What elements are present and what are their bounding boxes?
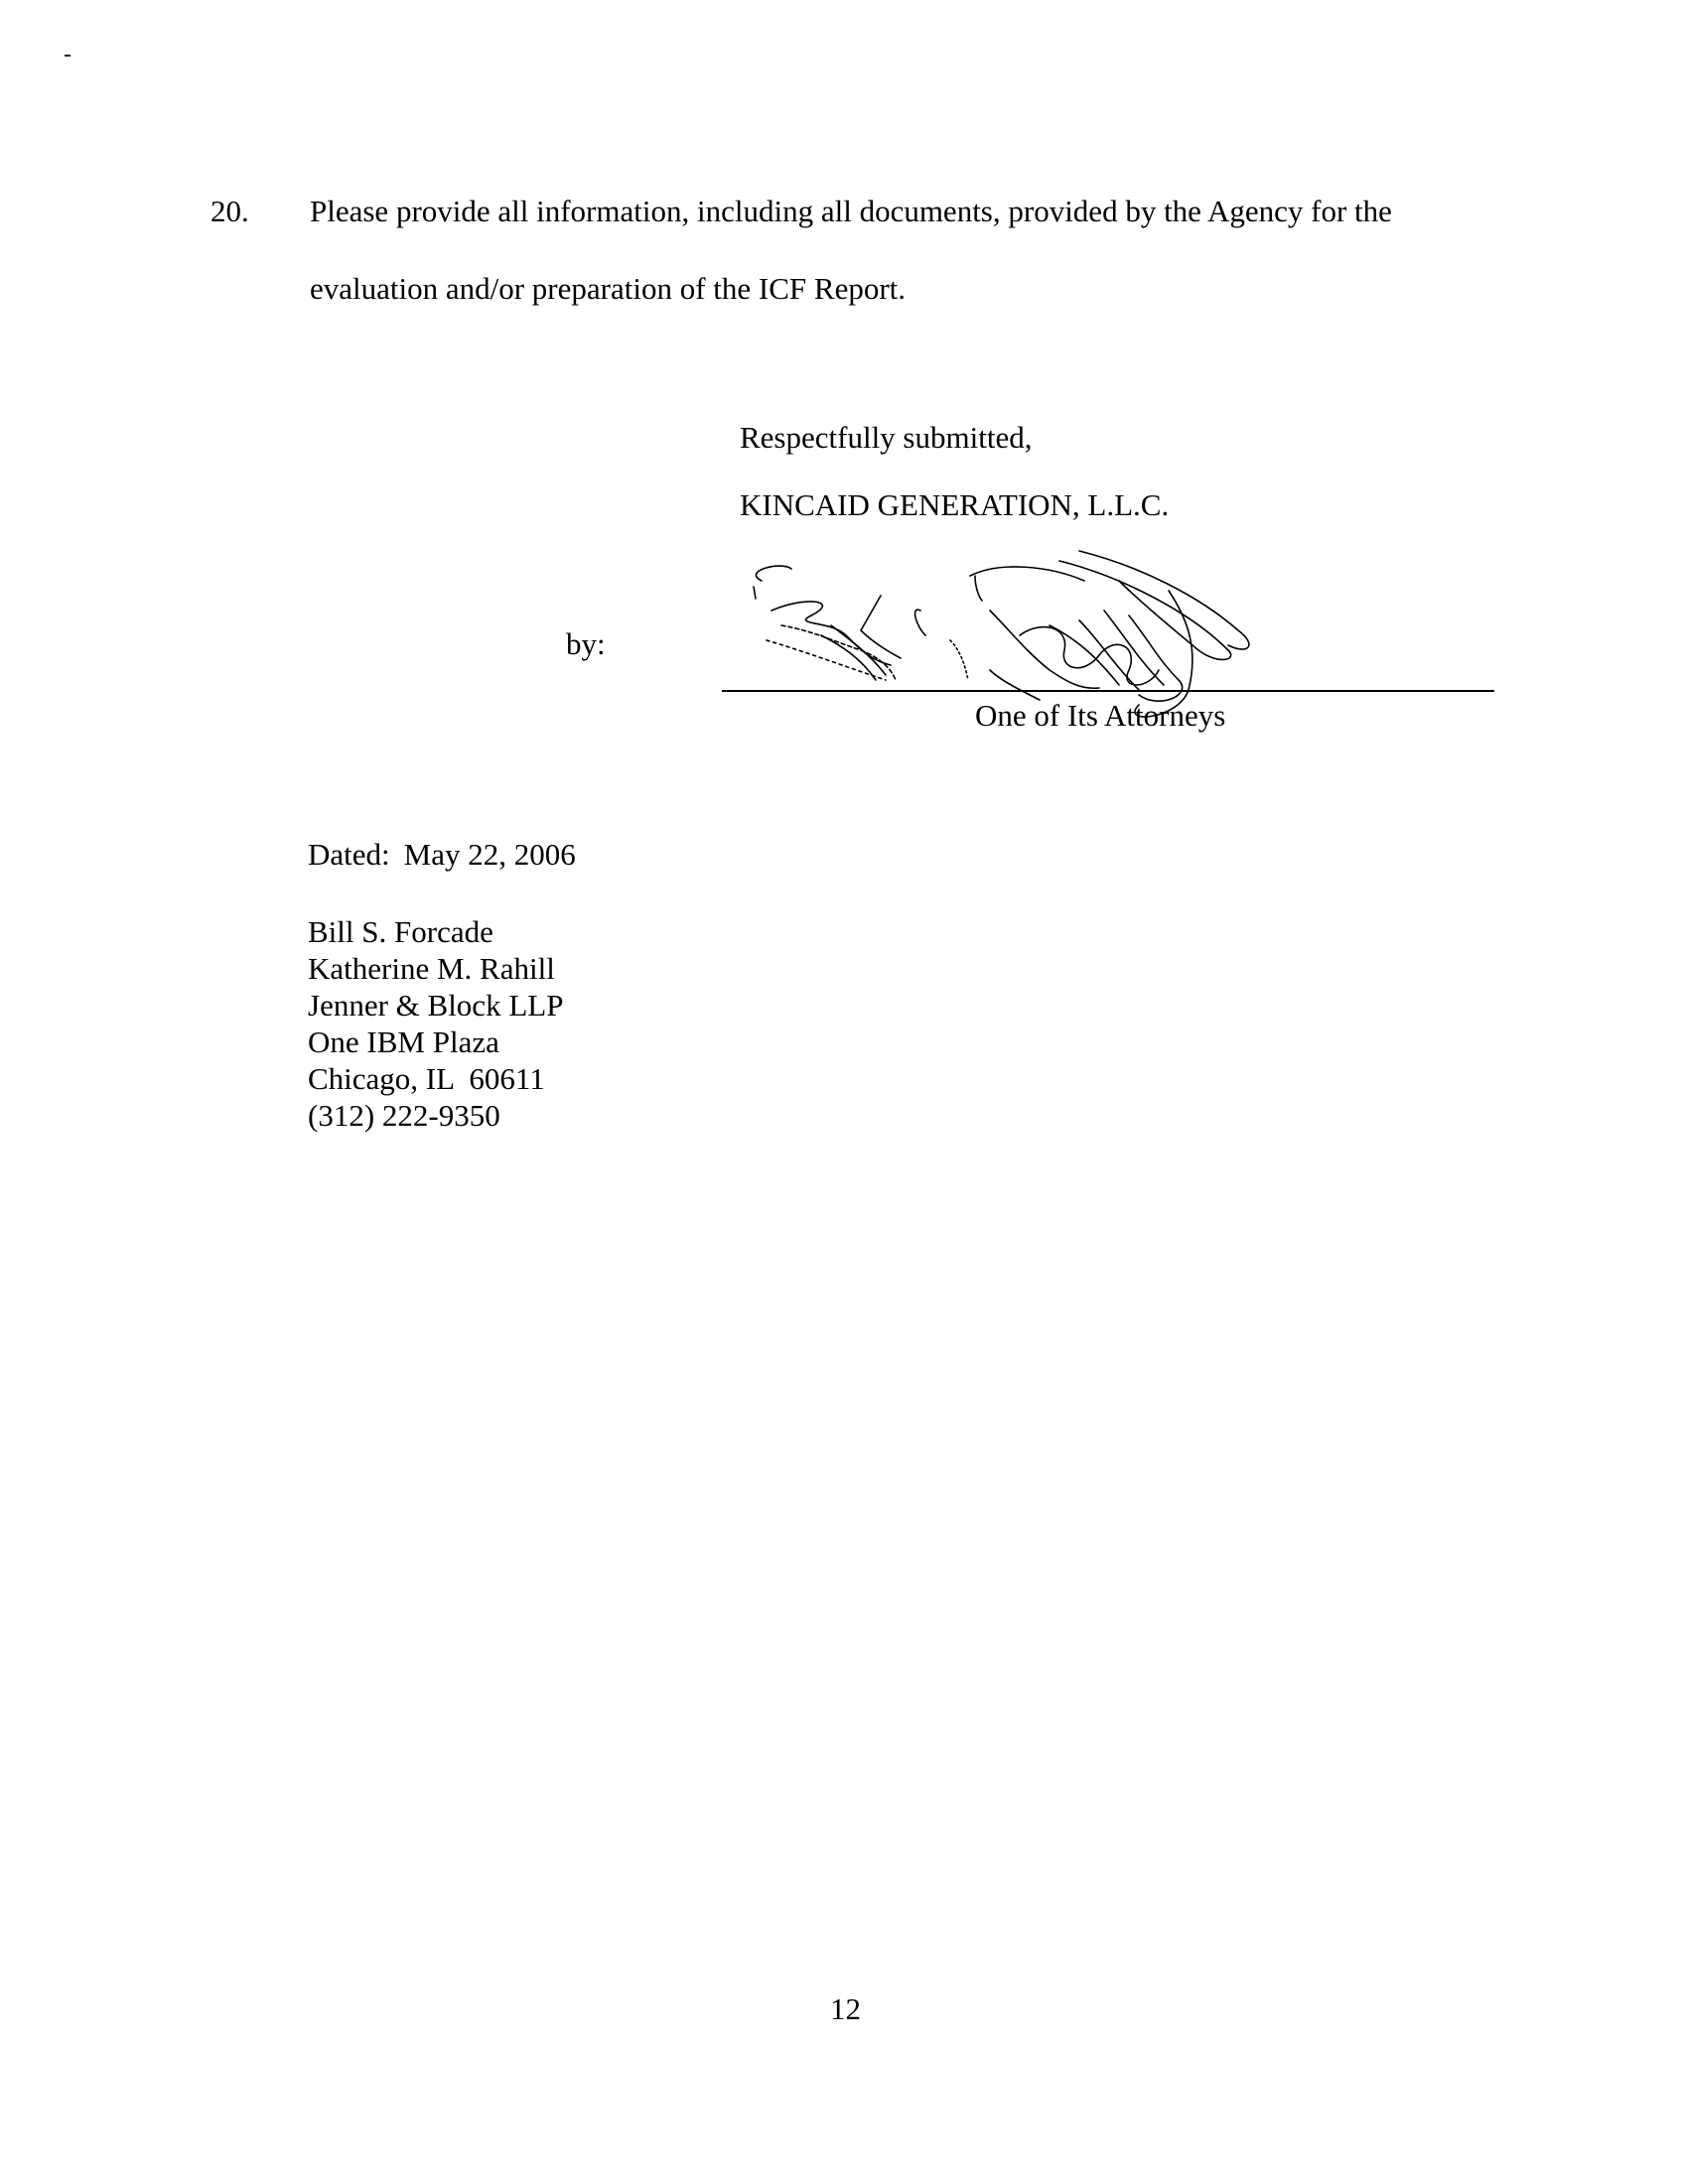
address-line: Jenner & Block LLP [308, 988, 564, 1023]
by-label: by: [566, 626, 606, 661]
item-number: 20. [210, 194, 249, 228]
signature-caption: One of Its Attorneys [975, 698, 1226, 733]
dated-label: Dated: [308, 837, 390, 872]
address-line: Chicago, IL 60611 [308, 1061, 545, 1096]
item-text-line-2: evaluation and/or preparation of the ICF Report. [310, 271, 907, 306]
dated-line [308, 839, 576, 870]
attorney-address-block [308, 913, 563, 1134]
signature-line [722, 690, 1494, 692]
address-line: Katherine M. Rahill [308, 951, 555, 986]
address-line: (312) 222-9350 [308, 1098, 500, 1133]
dated-value: May 22, 2006 [403, 837, 576, 872]
page-number: 12 [830, 1991, 861, 2026]
scan-mark [65, 55, 70, 57]
item-text-line-1: Please provide all information, including all documents, provided by the Agency for the [310, 194, 1392, 228]
address-line: Bill S. Forcade [308, 914, 493, 949]
address-line: One IBM Plaza [308, 1024, 499, 1059]
firm-name: KINCAID GENERATION, L.L.C. [740, 487, 1170, 522]
closing-text: Respectfully submitted, [740, 420, 1033, 455]
